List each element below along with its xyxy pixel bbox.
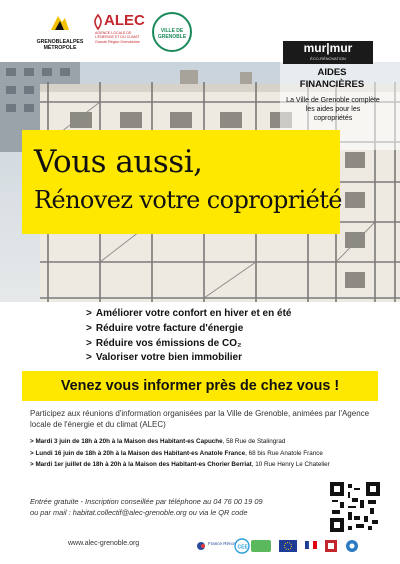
benefit-item: > Réduire vos émissions de CO₂ [86,337,242,349]
france-renov-text: France Rénov' [208,541,238,546]
info-title: Venez vous informer près de chez vous ! [60,378,340,394]
france-renov-logo [195,535,238,557]
alec-subtitle: AGENCE LOCALE DE L'ÉNERGIE ET DU CLIMAT Grande Région Grenobloise [95,31,140,44]
metropole-mark-icon [49,12,71,32]
murmur-logo [283,41,373,64]
qr-code-icon [330,482,380,532]
aides-financieres-text: La Ville de Grenoble complète les aides pour les copropriétés [286,97,380,122]
ville-logo-text: VILLE DE GRENOBLE [157,28,187,40]
arrow-icon: > [86,308,92,319]
metropole-logo-text: GRENOBLEALPES MÉTROPOLE [36,39,84,51]
murmur-subtitle: ÉCO-RÉNOVATION [310,56,346,61]
qr-code[interactable] [330,482,380,532]
benefit-item: > Valoriser votre bien immobilier [86,352,243,364]
eu-flag-logo [278,535,298,557]
headline-line-2: Rénovez votre copropriété [34,186,342,214]
benefit-item: > Réduire votre facture d'énergie [86,322,244,334]
headline-line-1: Vous aussi, [34,144,203,180]
headline-banner [22,130,340,234]
info-title-bar [22,371,378,401]
grenoble-alpes-metropole-logo [30,12,90,50]
arrow-icon: > [86,337,92,349]
cee-logo [234,535,272,557]
aides-financieres-title: AIDES FINANCIÈRES [299,67,365,90]
alec-name: ALEC [104,12,145,29]
cee-text: CEE [237,544,248,551]
benefits-list [86,307,386,366]
footer-url-link[interactable]: www.alec-grenoble.org [68,540,140,547]
alec-mark-icon [92,14,104,30]
arrow-icon: > [86,322,92,334]
benefit-item: > Améliorer votre confort en hiver et en été [86,308,292,319]
contact-line-1: Entrée gratuite - Inscription conseillée par téléphone au 04 76 00 19 09 [30,497,263,506]
partner-logo-blue [343,535,361,557]
footer [0,530,400,564]
meeting-date-item: > Mardi 3 juin de 18h à 20h à la Maison des Habitant-es Capuche, 58 Rue de Stalingrad [30,438,286,445]
meeting-date-item: > Mardi 1er juillet de 18h à 20h à la Maison des Habitant-es Chorier Berriat, 10 Rue Henry Le Chatelier [30,461,330,468]
republique-francaise-logo [303,535,319,557]
meeting-dates-list [30,436,380,471]
partner-logo-red [323,535,339,557]
arrow-icon: > [86,352,92,364]
meeting-date-item: > Lundi 16 juin de 18h à 20h à la Maison des Habitant-es Anatole France, 68 bis Rue Anatole France [30,449,323,457]
intro-text: Participez aux réunions d'information organisées par la Ville de Grenoble, animées par l'Agence locale de l'énergie et du climat (ALEC) [30,409,370,429]
murmur-name: mur|mur [303,41,353,55]
ville-de-grenoble-logo [152,12,192,52]
alec-logo [92,12,148,52]
contact-info [30,497,320,518]
contact-line-2[interactable]: ou par mail : habitat.collectif@alec-grenoble.org ou via le QR code [30,507,248,517]
